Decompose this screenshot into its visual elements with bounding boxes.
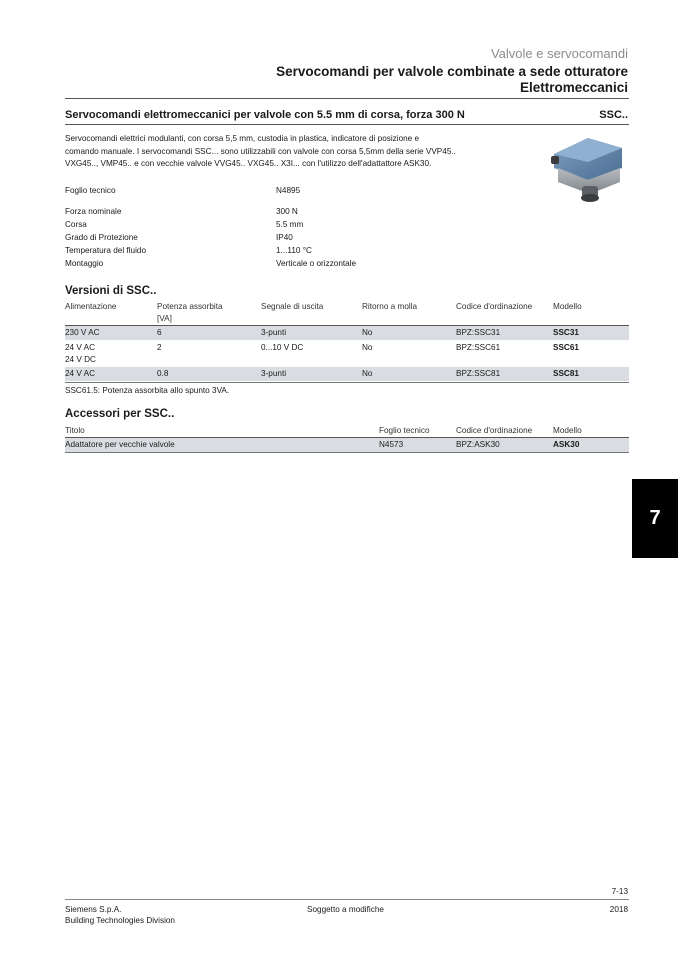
product-description [65,133,485,171]
cell-spring: No [362,328,373,337]
spec-label: Grado di Protezione [65,233,138,242]
spec-value: N4895 [276,186,301,195]
page-number: 7-13 [611,887,628,896]
spec-value: 300 N [276,207,298,216]
cell-datasheet: N4573 [379,440,404,449]
column-header: Ritorno a molla [362,302,418,311]
table-note: SSC61.5: Potenza assorbita allo spunto 3VA. [65,386,230,395]
spec-value: Verticale o orizzontale [276,259,357,268]
cell-spring: No [362,343,373,352]
column-header: Modello [553,426,582,435]
spec-label: Corsa [65,220,87,229]
category-title: Valvole e servocomandi [490,46,628,61]
footer-company: Siemens S.p.A. [65,905,122,914]
cell-power: 0.8 [157,369,169,378]
cell-power: 6 [157,328,162,337]
cell-supply: 24 V AC [65,369,96,378]
cell-power: 2 [157,343,162,352]
column-header: Segnale di uscita [261,302,324,311]
cell-order-code: BPZ:SSC31 [456,328,501,337]
cell-order-code: BPZ:SSC61 [456,343,501,352]
section-title: Servocomandi elettromeccanici per valvole con 5.5 mm di corsa, forza 300 N [65,109,465,121]
column-header: Alimentazione [65,302,117,311]
table-bottom-rule [65,452,629,453]
cell-model: SSC61 [553,343,579,352]
actuator-product-image [548,124,630,206]
spec-label: Temperatura del fluido [65,246,147,255]
spec-value: 5.5 mm [276,220,304,229]
column-header: Titolo [65,426,85,435]
cell-supply: 230 V AC [65,328,100,337]
cell-order-code: BPZ:ASK30 [456,440,500,449]
cell-supply: 24 V AC [65,343,96,352]
column-header-unit: [VA] [157,314,172,323]
spec-value: 1...110 °C [276,246,312,255]
cell-supply-alt: 24 V DC [65,355,96,364]
column-header: Modello [553,302,582,311]
section-divider [65,124,629,125]
chapter-tab: 7 [632,479,678,558]
cell-model: ASK30 [553,440,580,449]
table-row [65,367,629,381]
spec-label: Montaggio [65,259,104,268]
cell-model: SSC31 [553,328,579,337]
description-line: comando manuale. I servocomandi SSC... sono utilizzabili con valvole con corsa 5,5mm della serie VVP45.. [65,146,456,156]
table-row [65,326,629,340]
footer-divider [65,899,629,900]
cell-output: 0...10 V DC [261,343,304,352]
cell-title: Adattatore per vecchie valvole [65,440,175,449]
cell-spring: No [362,369,373,378]
column-header: Foglio tecnico [379,426,430,435]
versions-title: Versioni di SSC.. [65,285,157,297]
cell-order-code: BPZ:SSC81 [456,369,501,378]
page-title: Servocomandi per valvole combinate a sede otturatore [276,64,628,79]
footer-division: Building Technologies Division [65,916,175,925]
cell-output: 3-punti [261,328,287,337]
column-header: Codice d'ordinazione [456,426,533,435]
description-line: Servocomandi elettrici modulanti, con corsa 5,5 mm, custodia in plastica, indicatore di posizione e [65,134,420,143]
table-bottom-rule [65,382,629,383]
spec-value: IP40 [276,233,293,242]
footer-notice: Soggetto a modifiche [307,905,384,914]
column-header: Codice d'ordinazione [456,302,533,311]
header-divider [65,98,629,99]
accessories-title: Accessori per SSC.. [65,408,175,420]
page-subtitle: Elettromeccanici [519,80,628,95]
spec-label: Forza nominale [65,207,122,216]
cell-output: 3-punti [261,369,287,378]
footer-year: 2018 [609,905,628,914]
column-header: Potenza assorbita [157,302,223,311]
cell-model: SSC81 [553,369,579,378]
section-code: SSC.. [599,109,628,121]
spec-label: Foglio tecnico [65,186,116,195]
description-line: VXG45.., VMP45.. e con vecchie valvole VVG45.. VXG45.. X3I... con l'utilizzo dell'adattattore ASK30. [65,159,432,168]
